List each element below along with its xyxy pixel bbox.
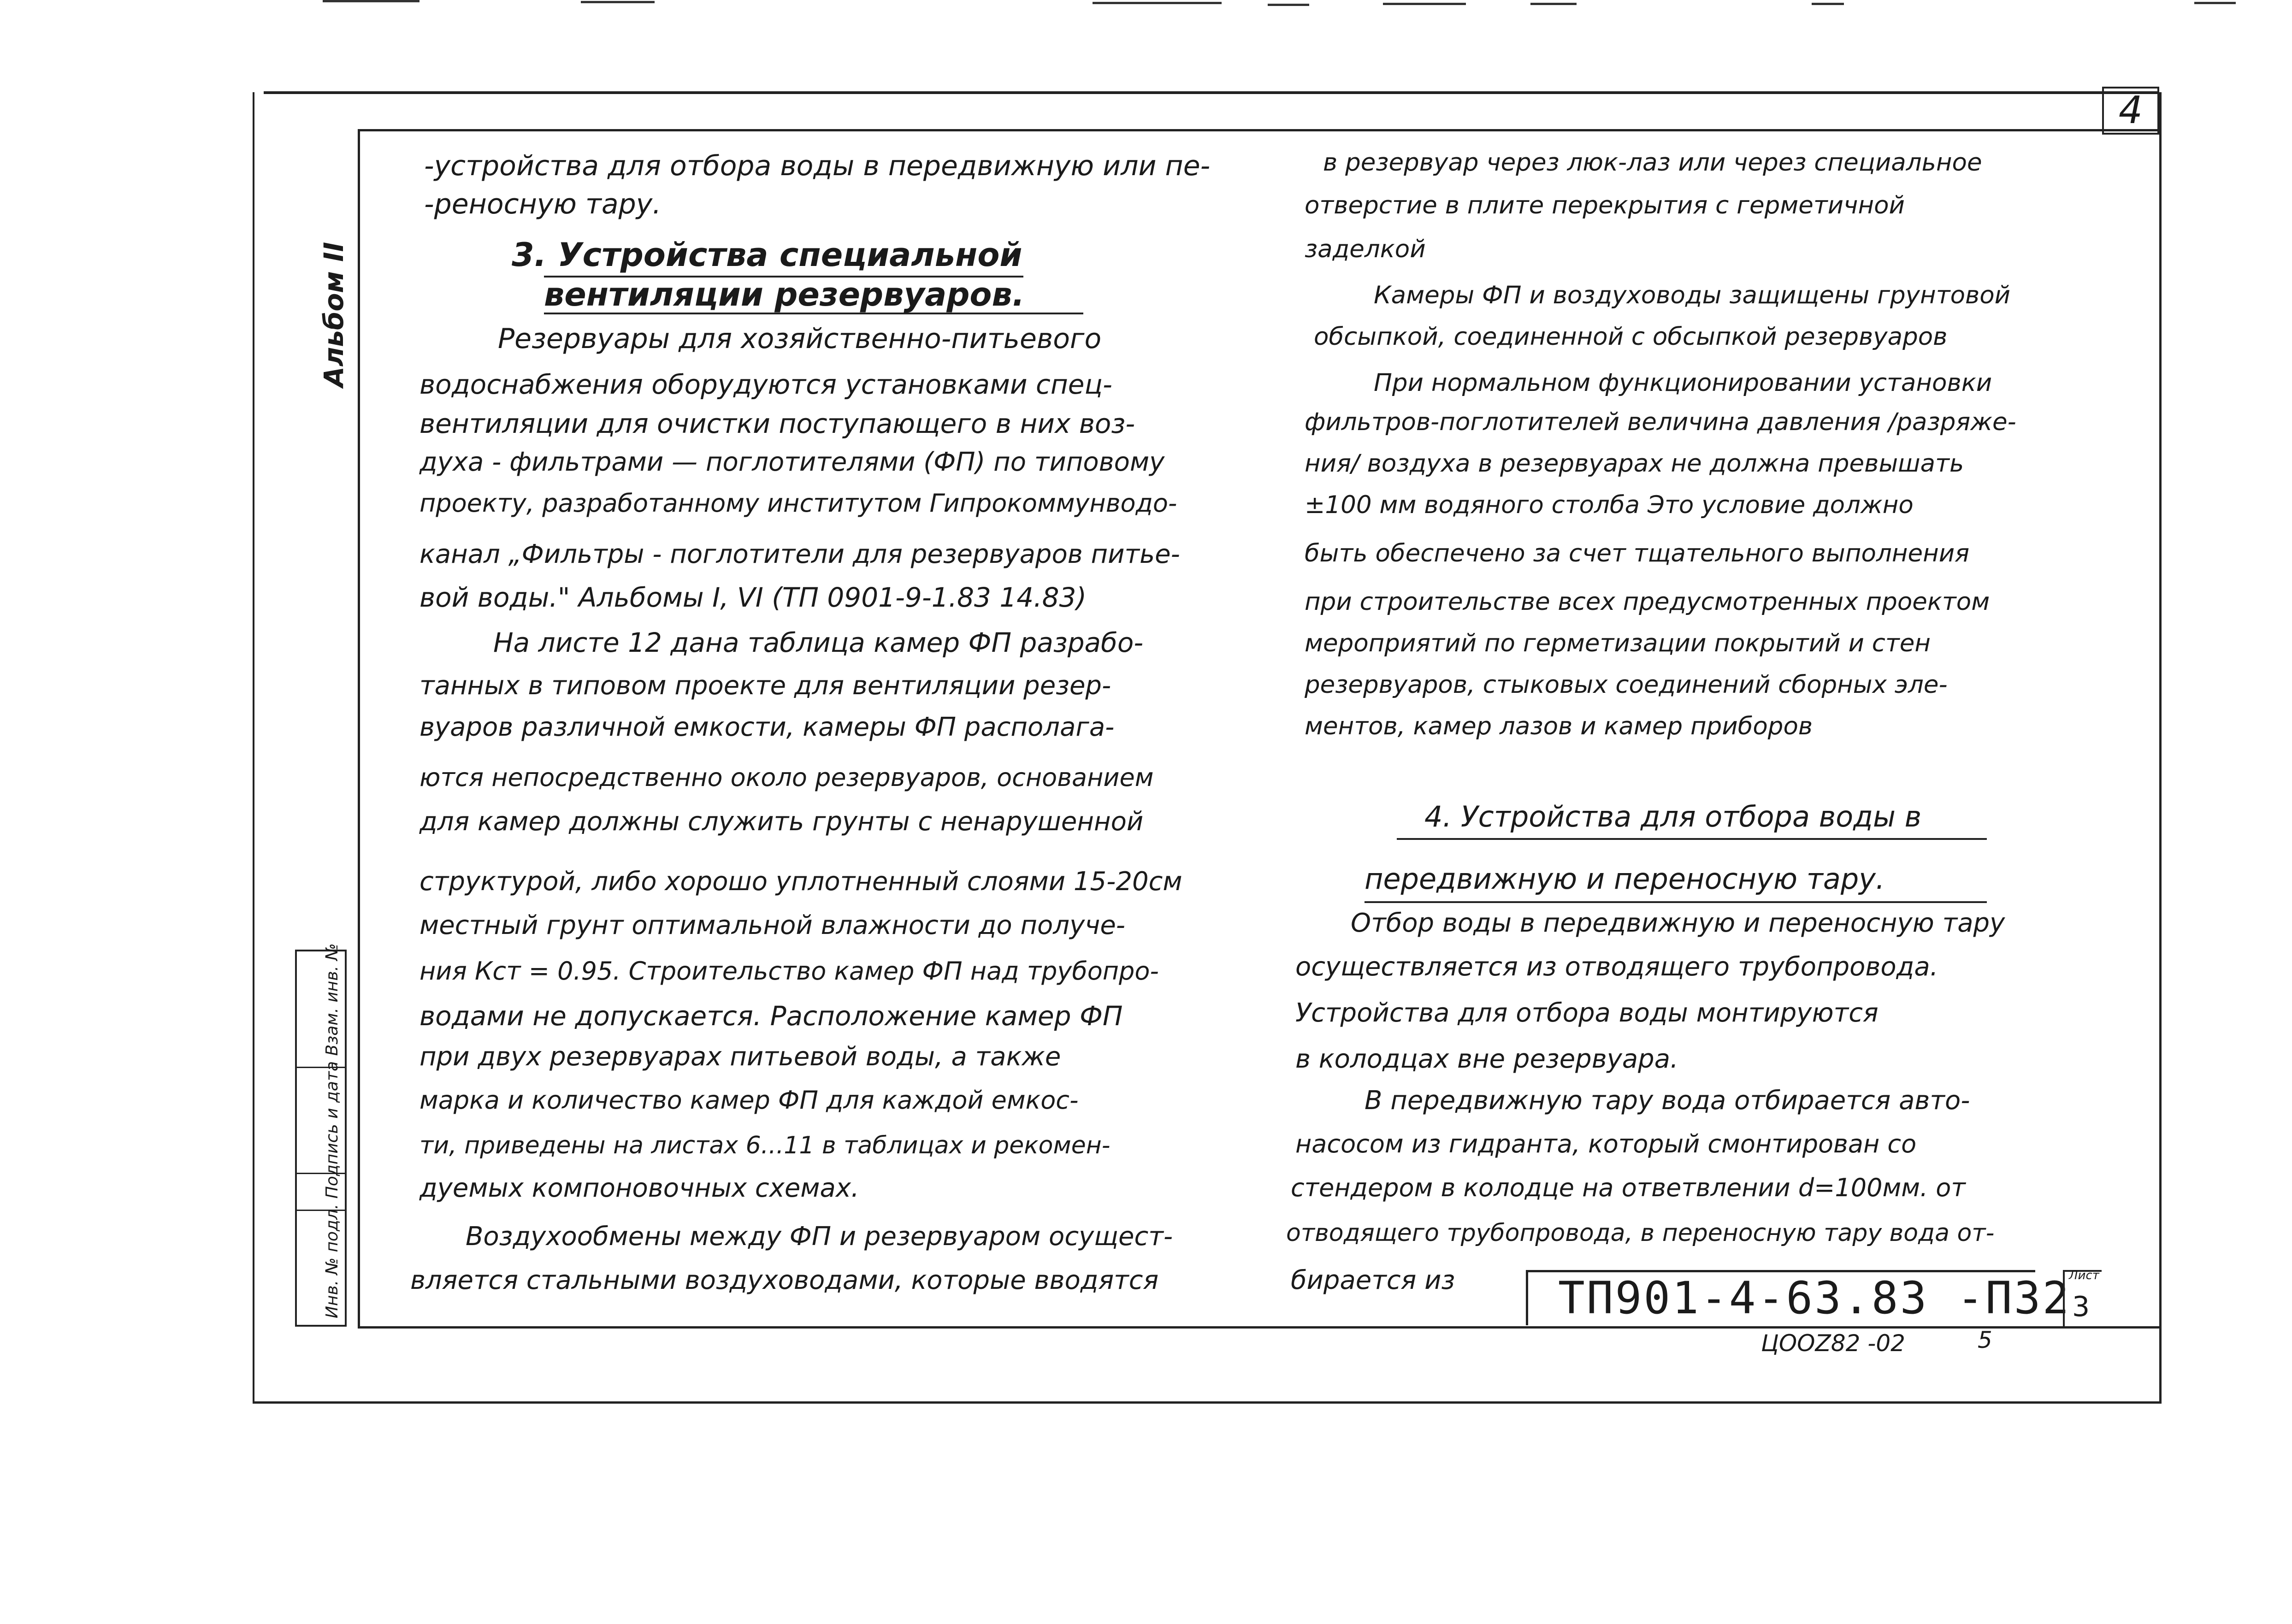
text-line: структурой, либо хорошо уплотненный слоями 15-20см	[419, 867, 1182, 897]
scan-mark	[1268, 4, 1309, 6]
text-line: осуществляется из отводящего трубопровода.	[1295, 952, 1938, 982]
text-line: мероприятий по герметизации покрытий и стен	[1305, 629, 1931, 657]
archive-number: 5	[1978, 1327, 1992, 1353]
text-line: в колодцах вне резервуара.	[1295, 1044, 1678, 1074]
text-line: водоснабжения оборудуются установками спец-	[419, 369, 1112, 400]
text-line: вляется стальными воздуховодами, которые вводятся	[410, 1265, 1159, 1295]
text-line: местный грунт оптимальной влажности до получе-	[419, 910, 1125, 940]
text-line: ния Кст = 0.95. Строительство камер ФП над трубопро-	[419, 957, 1159, 986]
text-line: обсыпкой, соединенной с обсыпкой резервуаров	[1314, 323, 1948, 351]
text-line: резервуаров, стыковых соединений сборных эле-	[1305, 671, 1948, 699]
text-line: в резервуар через люк-лаз или через специальное	[1323, 148, 1982, 177]
scan-mark	[1530, 3, 1577, 5]
text-line: марка и количество камер ФП для каждой емкос-	[419, 1086, 1079, 1115]
text-line: бирается из	[1291, 1265, 1455, 1295]
text-line: ти, приведены на листах 6...11 в таблицах и рекомен-	[419, 1132, 1111, 1159]
text-line: ются непосредственно около резервуаров, основанием	[419, 763, 1154, 792]
text-line: -реносную тару.	[424, 188, 662, 220]
text-line: духа - фильтрами — поглотителями (ФП) по типовому	[419, 447, 1165, 477]
album-label: Альбом II	[318, 242, 349, 387]
sheet-number: 3	[2072, 1291, 2090, 1323]
text-line: проекту, разработанному институтом Гипрокоммунводо-	[419, 489, 1177, 518]
text-line: Устройства для отбора воды монтируются	[1295, 998, 1878, 1028]
section-3-heading-line1: 3. Устройства специальной	[512, 236, 1022, 274]
text-line: -устройства для отбора воды в передвижную или пе-	[424, 150, 1211, 182]
stamp-label: Инв. № подл. Подпись и дата Взам. инв. №	[323, 943, 342, 1318]
text-line: вой воды." Альбомы I, VI (ТП 0901-9-1.83 14.83)	[419, 582, 1087, 613]
text-line: Отбор воды в передвижную и переносную тару	[1351, 908, 2005, 938]
text-line: фильтров-поглотителей величина давления /разряже-	[1305, 408, 2016, 436]
heading-underline	[544, 313, 1083, 314]
text-line: ментов, камер лазов и камер приборов	[1305, 712, 1813, 740]
archive-code: ЦООZ82 -02	[1761, 1330, 1905, 1357]
text-line: танных в типовом проекте для вентиляции резер-	[419, 671, 1111, 701]
text-line: водами не допускается. Расположение камер ФП	[419, 1000, 1123, 1032]
scan-mark	[1812, 3, 1844, 5]
text-line: При нормальном функционировании установки	[1374, 369, 1992, 397]
text-line: В передвижную тару вода отбирается авто-	[1365, 1086, 1970, 1116]
page-corner-number: 4	[2102, 87, 2159, 135]
text-line: Резервуары для хозяйственно-питьевого	[498, 323, 1102, 355]
document-code: ТП901-4-63.83 -П32	[1558, 1272, 2071, 1324]
text-line: ±100 мм водяного столба Это условие должно	[1305, 491, 1914, 519]
text-line: заделкой	[1305, 235, 1426, 263]
sheet-label: Лист	[2069, 1269, 2099, 1282]
scan-mark	[2194, 2, 2236, 4]
scan-mark	[581, 1, 655, 3]
text-line: канал „Фильтры - поглотители для резервуаров питье-	[419, 539, 1180, 569]
heading-underline	[1365, 901, 1987, 903]
text-line: ния/ воздуха в резервуарах не должна превышать	[1305, 449, 1964, 478]
text-line: дуемых компоновочных схемах.	[419, 1173, 859, 1203]
text-line: для камер должны служить грунты с ненарушенной	[419, 807, 1144, 837]
text-line: Воздухообмены между ФП и резервуаром осущест-	[466, 1222, 1173, 1252]
text-line: насосом из гидранта, который смонтирован со	[1295, 1129, 1917, 1158]
text-line: вентиляции для очистки поступающего в них воз-	[419, 408, 1135, 439]
text-line: при двух резервуарах питьевой воды, а также	[419, 1042, 1061, 1072]
section-4-heading-line1: 4. Устройства для отбора воды в	[1424, 800, 1922, 833]
text-line: отводящего трубопровода, в переносную тару вода от-	[1286, 1219, 1995, 1247]
heading-underline	[1397, 838, 1987, 840]
text-line: при строительстве всех предусмотренных проектом	[1305, 588, 1990, 616]
scan-mark	[1093, 2, 1222, 4]
section-3-heading-line2: вентиляции резервуаров.	[544, 276, 1025, 313]
text-line: вуаров различной емкости, камеры ФП располага-	[419, 712, 1115, 742]
text-line: отверстие в плите перекрытия с герметичной	[1305, 191, 1905, 219]
scan-mark	[1383, 3, 1466, 5]
section-4-heading-line2: передвижную и переносную тару.	[1365, 862, 1885, 896]
text-line: Камеры ФП и воздуховоды защищены грунтовой	[1374, 281, 2011, 309]
scan-mark	[323, 0, 419, 2]
text-line: стендером в колодце на ответвлении d=100мм. от	[1291, 1173, 1966, 1202]
text-line: На листе 12 дана таблица камер ФП разрабо-	[493, 627, 1144, 658]
text-line: быть обеспечено за счет тщательного выполнения	[1305, 539, 1970, 567]
